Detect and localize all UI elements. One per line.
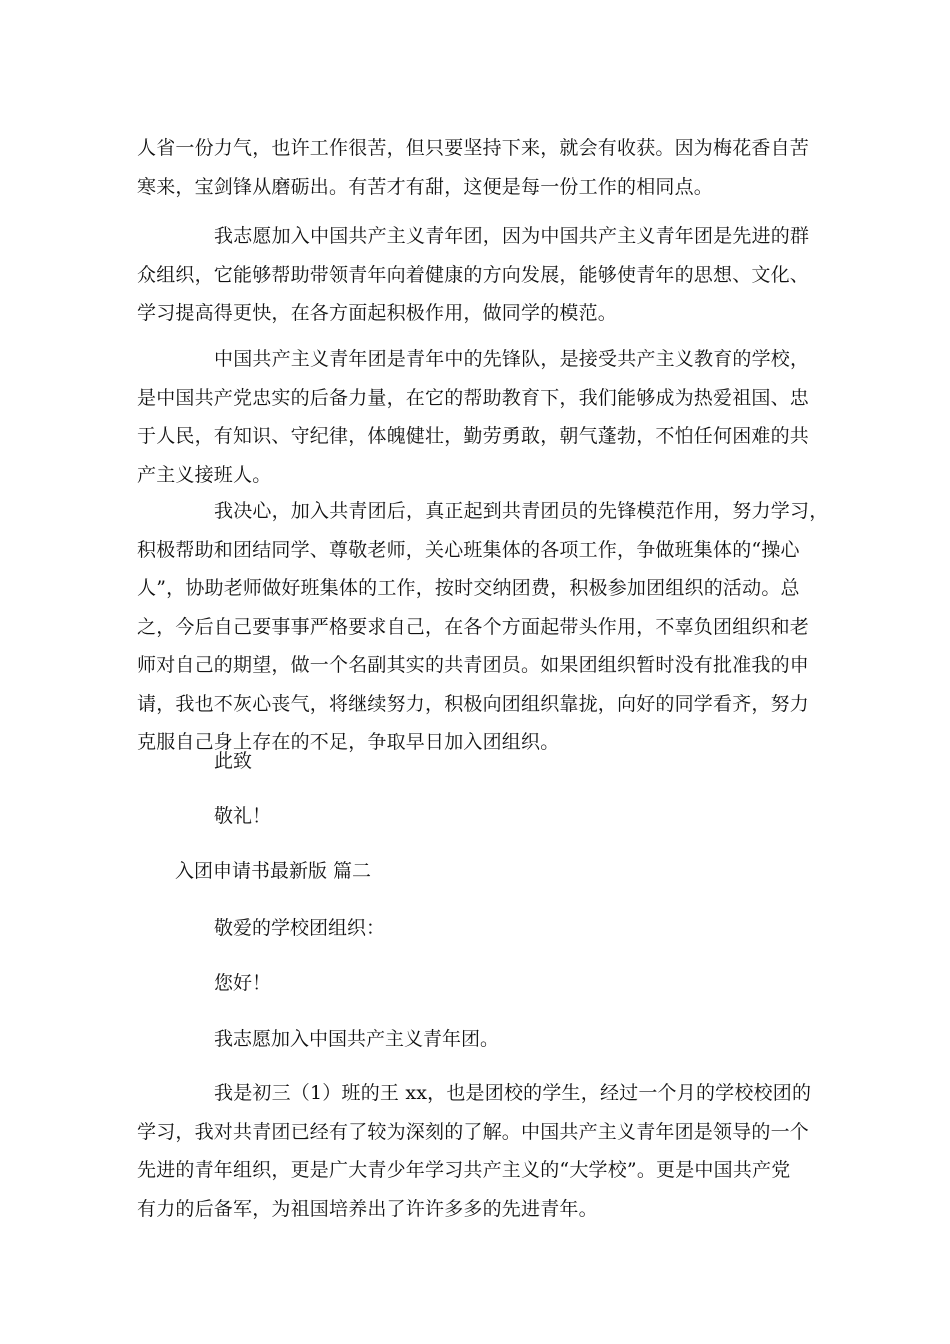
text-line: 之，今后自己要事事严格要求自己，在各个方面起带头作用，不辜负团组织和老	[137, 615, 810, 638]
text-line: 请，我也不灰心丧气，将继续努力，积极向团组织靠拢，向好的同学看齐，努力	[137, 692, 810, 715]
text-line: 是中国共产党忠实的后备力量，在它的帮助教育下，我们能够成为热爱祖国、忠	[137, 386, 810, 409]
text-line: 我志愿加入中国共产主义青年团，因为中国共产主义青年团是先进的群	[214, 225, 810, 247]
text-line: 积极帮助和团结同学、尊敬老师，关心班集体的各项工作，争做班集体的“操心	[137, 538, 800, 561]
statement: 我志愿加入中国共产主义青年团。	[214, 1028, 500, 1050]
text-line: 先进的青年组织，更是广大青少年学习共产主义的“大学校”。更是中国共产党	[137, 1159, 791, 1181]
salutation: 敬爱的学校团组织：	[214, 917, 386, 939]
paragraph-introduction	[137, 1074, 817, 1228]
text-line: 师对自己的期望，做一个名副其实的共青团员。如果团组织暂时没有批准我的申	[137, 654, 810, 676]
text-line: 于人民，有知识、守纪律，体魄健壮，勤劳勇敢，朝气蓬勃，不怕任何困难的共	[137, 425, 810, 447]
paragraph-continuation	[137, 129, 817, 206]
text-line: 人省一份力气，也许工作很苦，但只要坚持下来，就会有收获。因为梅花香自苦	[137, 137, 810, 159]
text-line: 众组织，它能够帮助带领青年向着健康的方向发展，能够使青年的思想、文化、	[137, 263, 810, 286]
text-line: 产主义接班人。	[137, 463, 272, 486]
text-line: 有力的后备军，为祖国培养出了许许多多的先进青年。	[137, 1197, 598, 1220]
text-line: 中国共产主义青年团是青年中的先锋队，是接受共产主义教育的学校，	[214, 348, 810, 370]
closing-jingli: 敬礼！	[214, 805, 272, 827]
paragraph-volunteer	[137, 217, 817, 333]
text-line: 我决心，加入共青团后，真正起到共青团员的先锋模范作用，努力学习，	[214, 500, 829, 522]
text-line: 寒来，宝剑锋从磨砺出。有苦才有甜，这便是每一份工作的相同点。	[137, 175, 714, 198]
text-line: 克服自己身上存在的不足，争取早日加入团组织。	[137, 731, 560, 753]
paragraph-determination	[137, 492, 829, 762]
text-line: 学习，我对共青团已经有了较为深刻的了解。中国共产主义青年团是领导的一个	[137, 1120, 810, 1143]
section-heading: 入团申请书最新版 篇二	[175, 860, 372, 882]
text-line: 我是初三（1）班的王 xx，也是团校的学生，经过一个月的学校校团的	[214, 1082, 812, 1104]
greeting: 您好！	[214, 972, 272, 994]
text-line: 学习提高得更快，在各方面起积极作用，做同学的模范。	[137, 302, 618, 324]
closing-cizhi: 此致	[214, 750, 253, 772]
paragraph-league-description	[137, 340, 817, 494]
text-line: 人”，协助老师做好班集体的工作，按时交纳团费，积极参加团组织的活动。总	[137, 577, 800, 599]
